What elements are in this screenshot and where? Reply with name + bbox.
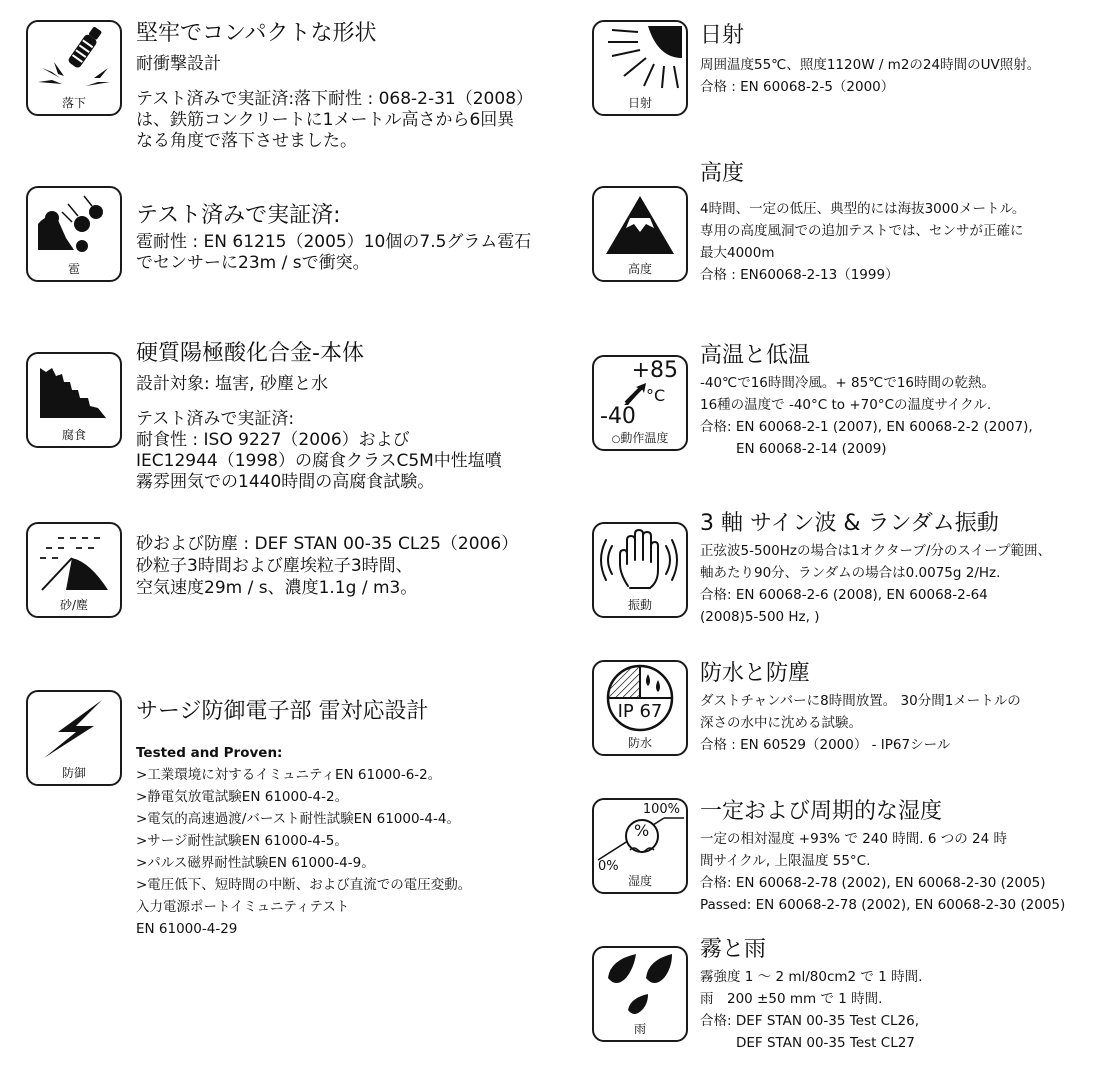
sand-dust-icon-label: 砂/塵	[59, 598, 89, 612]
waterproof-icon-label: 防水	[627, 736, 652, 750]
surge-icon-label: 防御	[61, 766, 86, 780]
humidity-symbol: %	[634, 821, 650, 840]
sun-icon	[592, 20, 688, 116]
ip67-code: IP 67	[617, 701, 663, 722]
sun-body-line: 合格 : EN 60068-2-5（2000）	[700, 79, 895, 95]
temperature-icon	[592, 355, 688, 451]
drop-title: 堅牢でコンパクトな形状	[136, 21, 377, 46]
vibration-title: 3 軸 サイン波 & ランダム振動	[700, 511, 999, 536]
surge-subtitle: Tested and Proven:	[136, 745, 283, 761]
corrosion-subtitle: 設計対象: 塩害, 砂塵と水	[136, 374, 328, 394]
surge-body-line: 入力電源ポートイミュニティテスト	[136, 899, 350, 915]
vibration-body-line: (2008)5-500 Hz, )	[700, 609, 820, 625]
humidity-body-line: 合格: EN 60068-2-78 (2002), EN 60068-2-30 (2005)	[700, 875, 1046, 891]
drop-test-icon	[26, 20, 122, 116]
surge-body-line: >パルス磁界耐性試験EN 61000-4-9。	[136, 855, 375, 871]
temperature-icon-label-text: 動作温度	[620, 431, 669, 445]
surge-body-line: >静電気放電試験EN 61000-4-2。	[136, 789, 349, 805]
hail-icon	[26, 186, 122, 282]
temperature-low: -40	[600, 404, 636, 429]
temperature-unit: °C	[646, 386, 666, 405]
lightning-icon	[26, 690, 122, 786]
temperature-body-line: 合格: EN 60068-2-1 (2007), EN 60068-2-2 (2007),	[700, 419, 1033, 435]
temperature-icon-label: ○動作温度	[611, 431, 669, 445]
drop-icon-label: 落下	[61, 96, 86, 110]
altitude-body-line: 合格 : EN60068-2-13（1999）	[700, 267, 899, 283]
vibration-body-line: 正弦波5-500Hzの場合は1オクターブ/分のスイープ範囲、	[700, 543, 1051, 559]
surge-body-line: >電気的高速過渡/バースト耐性試験EN 61000-4-4。	[136, 811, 460, 827]
altitude-body-line: 専用の高度風洞での追加テストでは、センサが正確に	[700, 223, 1024, 239]
humidity-title: 一定および周期的な湿度	[700, 799, 943, 824]
corrosion-body-line: 耐食性 : ISO 9227（2006）および	[136, 430, 410, 450]
humidity-body-line: 間サイクル, 上限温度 55°C.	[700, 853, 871, 869]
vibration-icon-label: 振動	[627, 598, 652, 612]
rain-body-line: 霧強度 1 ～ 2 ml/80cm2 で 1 時間.	[700, 969, 923, 985]
sand-dust-icon	[26, 522, 122, 618]
sand-body-line: 空気速度29m / s、濃度1.1g / m3。	[136, 578, 418, 598]
altitude-icon-label: 高度	[627, 262, 652, 276]
drop-body-line: テスト済みで実証済:落下耐性 : 068-2-31（2008）	[136, 89, 534, 109]
temperature-body-line: 16種の温度で -40°C to +70°Cの温度サイクル.	[700, 397, 992, 413]
sand-body-line: 砂および防塵 : DEF STAN 00-35 CL25（2006）	[136, 534, 519, 554]
corrosion-title: 硬質陽極酸化合金-本体	[136, 341, 364, 366]
temperature-body-line: -40℃で16時間冷風。+ 85℃で16時間の乾熱。	[700, 375, 996, 391]
corrosion-icon-label: 腐食	[61, 428, 86, 442]
humidity-body-line: Passed: EN 60068-2-78 (2002), EN 60068-2-30 (2005)	[700, 897, 1066, 913]
hail-body-line: 雹耐性 : EN 61215（2005）10個の7.5グラム雹石	[136, 232, 532, 252]
drop-subtitle: 耐衝撃設計	[136, 54, 221, 74]
vibration-body-line: 合格: EN 60068-2-6 (2008), EN 60068-2-64	[700, 587, 988, 603]
ip67-icon	[592, 660, 688, 756]
surge-body-line: >工業環境に対するイミュニティEN 61000-6-2。	[136, 767, 442, 783]
surge-body-line: >サージ耐性試験EN 61000-4-5。	[136, 833, 348, 849]
corrosion-icon	[26, 352, 122, 448]
rain-icon	[592, 946, 688, 1042]
temperature-title: 高温と低温	[700, 343, 811, 368]
altitude-title: 高度	[700, 161, 745, 186]
surge-title: サージ防御電子部 雷対応設計	[136, 699, 429, 724]
altitude-body-line: 最大4000m	[700, 245, 775, 261]
vibration-body-line: 軸あたり90分、ランダムの場合は0.0075g 2/Hz.	[700, 565, 1001, 581]
temperature-body-line-indented: EN 60068-2-14 (2009)	[736, 441, 887, 457]
waterproof-title: 防水と防塵	[700, 661, 811, 686]
rain-title: 霧と雨	[700, 937, 767, 962]
humidity-max: 100%	[642, 802, 680, 817]
hail-title: テスト済みで実証済:	[136, 203, 341, 228]
sun-body-line: 周囲温度55℃、照度1120W / m2の24時間のUV照射。	[700, 57, 1041, 73]
waterproof-body-line: 深さの水中に沈める試験。	[700, 715, 862, 731]
rain-body-line: 合格: DEF STAN 00-35 Test CL26,	[700, 1013, 920, 1029]
surge-body-line: >電圧低下、短時間の中断、および直流での電圧変動。	[136, 877, 472, 893]
temperature-high: +85	[631, 358, 678, 383]
sand-body-line: 砂粒子3時間および塵埃粒子3時間、	[136, 556, 413, 576]
drop-body-line: なる角度で落下させました。	[136, 131, 357, 151]
hail-icon-label: 雹	[67, 262, 80, 276]
rain-body-line-indented: DEF STAN 00-35 Test CL27	[736, 1035, 915, 1051]
sun-title: 日射	[700, 23, 745, 48]
rain-body-line: 雨 200 ±50 mm で 1 時間.	[700, 991, 883, 1007]
vibration-hand-icon	[592, 522, 688, 618]
humidity-icon	[592, 798, 688, 894]
sun-icon-label: 日射	[627, 96, 652, 110]
humidity-min: 0%	[598, 859, 619, 874]
corrosion-body-line: 霧雰囲気での1440時間の高腐食試験。	[136, 472, 435, 492]
corrosion-body-line: テスト済みで実証済:	[136, 409, 295, 429]
rain-icon-label: 雨	[633, 1022, 646, 1036]
hail-body-line: でセンサーに23m / sで衝突。	[136, 253, 370, 273]
corrosion-body-line: IEC12944（1998）の腐食クラスC5M中性塩噴	[136, 451, 502, 471]
altitude-body-line: 4時間、一定の低圧、典型的には海抜3000メートル。	[700, 201, 1026, 217]
humidity-icon-label: 湿度	[627, 874, 652, 888]
mountain-icon	[592, 186, 688, 282]
drop-body-line: は、鉄筋コンクリートに1メートル高さから6回異	[136, 110, 515, 130]
surge-body-line: EN 61000-4-29	[136, 921, 238, 937]
waterproof-body-line: ダストチャンバーに8時間放置。 30分間1メートルの	[700, 693, 1021, 709]
humidity-body-line: 一定の相対湿度 +93% で 240 時間. 6 つの 24 時	[700, 831, 1007, 847]
waterproof-body-line: 合格 : EN 60529（2000） - IP67シール	[700, 737, 951, 753]
